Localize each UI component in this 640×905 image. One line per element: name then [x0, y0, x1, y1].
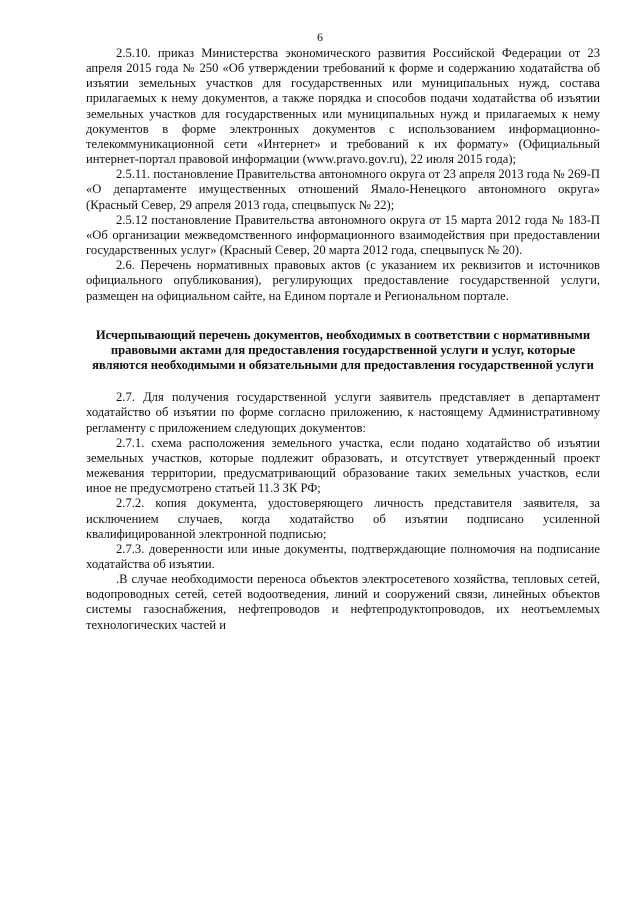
paragraph-2-7-2: 2.7.2. копия документа, удостоверяющего личность представителя заявителя, за исключением случаев, когда ходатайство об изъятии подписано усиленной квалифицированной электронной подписью; [86, 496, 600, 541]
paragraph-relocation: .В случае необходимости переноса объектов электросетевого хозяйства, тепловых сетей, водопроводных сетей, сетей водоотведения, линий и сооружений связи, линейных объектов системы газоснабжения, нефтепроводов и нефтепродуктопроводов, их неотъемлемых технологических частей и [86, 572, 600, 632]
paragraph-2-7-3: 2.7.3. доверенности или иные документы, подтверждающие полномочия на подписание ходатайства об изъятии. [86, 541, 600, 571]
paragraph-2-7-1: 2.7.1. схема расположения земельного участка, если подано ходатайство об изъятии земельных участков, которые подлежит образовать, и отсутствует утвержденный проект межевания территории, предусматривающий образование таких земельных участков, если иное не предусмотрено статьей 11.3 ЗК РФ; [86, 435, 600, 496]
paragraph-2-5-12: 2.5.12 постановление Правительства автономного округа от 15 марта 2012 года № 183-П «Об организации межведомственного информационного взаимодействия при предоставлении государственных услуг» (Красный Север, 20 марта 2012 года, спецвыпуск № 20). [86, 212, 600, 258]
paragraph-2-5-10: 2.5.10. приказ Министерства экономического развития Российской Федерации от 23 апреля 2015 года № 250 «Об утверждении требований к форме и содержанию ходатайства об изъятии земельных участков для государственных или муниципальных нужд, состава прилагаемых к нему документов, а также порядка и способов подачи ходатайства об изъятии земельных участков для государственных или муниципальных нужд и прилагаемых к нему документов в форме электронных документов с использованием информационно-телекоммуникационной сети «Интернет» и требований к их формату» (Официальный интернет-портал правовой информации (www.pravo.gov.ru), 22 июля 2015 года); [86, 46, 600, 167]
page-number: 6 [317, 30, 323, 44]
paragraph-2-7: 2.7. Для получения государственной услуги заявитель представляет в департамент ходатайство об изъятии по форме согласно приложению, к настоящему Административному регламенту с приложением следующих документов: [86, 390, 600, 435]
document-body [86, 46, 600, 633]
section-heading: Исчерпывающий перечень документов, необходимых в соответствии с нормативными правовыми актами для предоставления государственной услуги и услуг, которые являются необходимыми и обязательными для предоставления государственной услуги [92, 327, 594, 373]
paragraph-2-6: 2.6. Перечень нормативных правовых актов (с указанием их реквизитов и источников официального опубликования), регулирующих предоставление государственной услуги, размещен на официальном сайте, на Едином портале и Региональном портале. [86, 258, 600, 303]
paragraph-2-5-11: 2.5.11. постановление Правительства автономного округа от 23 апреля 2013 года № 269-П «О департаменте имущественных отношений Ямало-Ненецкого автономного округа» (Красный Север, 29 апреля 2013 года, спецвыпуск № 22); [86, 167, 600, 212]
